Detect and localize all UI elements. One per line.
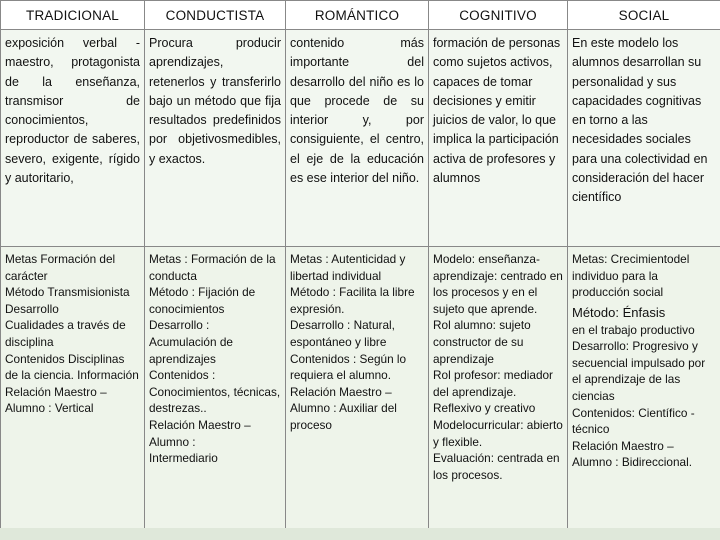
header-cognitivo: COGNITIVO <box>429 1 568 30</box>
cognitivo-details: Modelo: enseñanza-aprendizaje: centrado en los procesos y en el sujeto que aprende. Rol alumno: sujeto constructor de su aprendizaje Rol profesor: mediador del aprendizaje. Reflexivo y creativo Modelocurricular: abierto y flexible. Evaluación: centrada en los procesos. <box>429 247 568 534</box>
cognitivo-description: formación de personas como sujetos activos, capaces de tomar decisiones y emitir juicios de valor, lo que implica la participación activa de profesores y alumnos <box>429 30 568 247</box>
bottom-strip <box>0 528 720 540</box>
header-tradicional: TRADICIONAL <box>1 1 145 30</box>
conductista-description: Procura producir aprendizajes, retenerlos y transferirlo bajo un método que fija resultados predefinidos por objetivosmedibles, y exactos. <box>145 30 286 247</box>
social-metas: Metas: Crecimientodel individuo para la producción social <box>572 252 690 300</box>
header-romantico: ROMÁNTICO <box>286 1 429 30</box>
social-metodo: Método: Énfasis <box>572 304 666 320</box>
header-row <box>1 1 720 30</box>
social-details <box>568 247 720 534</box>
description-row <box>1 30 720 247</box>
header-social: SOCIAL <box>568 1 720 30</box>
tradicional-description: exposición verbal - maestro, protagonista de la enseñanza, transmisor de conocimientos, reproductor de saberes, severo, exigente, rígido y autoritario, <box>1 30 145 247</box>
tradicional-details: Metas Formación del carácter Método Transmisionista Desarrollo Cualidades a través de disciplina Contenidos Disciplinas de la ciencia. Información Relación Maestro – Alumno : Vertical <box>1 247 145 534</box>
conductista-details: Metas : Formación de la conducta Método : Fijación de conocimientos Desarrollo : Acumulación de aprendizajes Contenidos : Conocimientos, técnicas, destrezas.. Relación Maestro – Alumno : Intermediario <box>145 247 286 534</box>
romantico-description: contenido más importante del desarrollo del niño es lo que procede de su interior y, por consiguiente, el centro, el eje de la educación es ese interior del niño. <box>286 30 429 247</box>
social-details-rest: en el trabajo productivo Desarrollo: Progresivo y secuencial impulsado por el aprendizaje de las ciencias Contenidos: Científico - técnico Relación Maestro – Alumno : Bidireccional. <box>572 322 706 470</box>
header-conductista: CONDUCTISTA <box>145 1 286 30</box>
details-row <box>1 247 720 534</box>
romantico-details: Metas : Autenticidad y libertad individual Método : Facilita la libre expresión. Desarrollo : Natural, espontáneo y libre Contenidos : Según lo requiera el alumno. Relación Maestro – Alumno : Auxiliar del proceso <box>286 247 429 534</box>
social-description: En este modelo los alumnos desarrollan su personalidad y sus capacidades cognitivas en torno a las necesidades sociales para una colectividad en consideración del hacer científico <box>568 30 720 247</box>
